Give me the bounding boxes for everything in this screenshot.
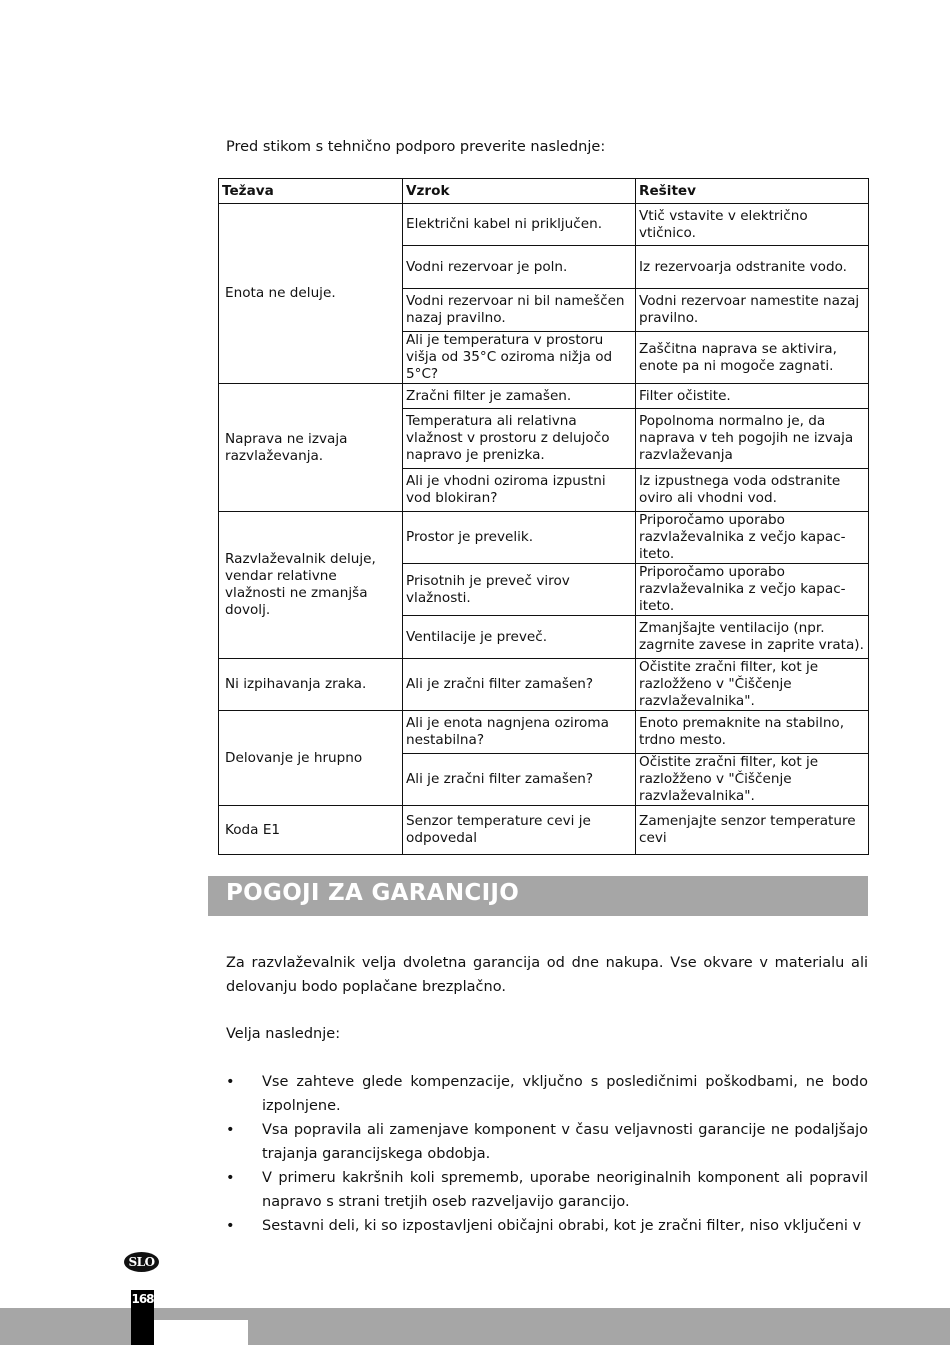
cause-cell: Prisotnih je preveč virov vlažnosti. bbox=[403, 564, 636, 616]
header-solution: Rešitev bbox=[636, 179, 869, 204]
bullet-icon: • bbox=[226, 1218, 235, 1234]
section-title: POGOJI ZA GARANCIJO bbox=[226, 880, 520, 906]
intro-text: Pred stikom s tehnično podporo preverite naslednje: bbox=[226, 139, 606, 155]
problem-cell: Enota ne deluje. bbox=[219, 204, 403, 384]
warranty-section-header bbox=[208, 876, 868, 916]
solution-cell: Zmanjšajte ventilacijo (npr. zagrnite zavese in zaprite vrata). bbox=[636, 616, 869, 659]
table-row bbox=[219, 384, 869, 409]
problem-cell: Ni izpihavanja zraka. bbox=[219, 659, 403, 711]
cause-cell: Vodni rezervoar ni bil nameščen nazaj pravilno. bbox=[403, 289, 636, 332]
list-item bbox=[226, 1118, 868, 1166]
solution-cell: Očistite zračni filter, kot je razložženo v "Čiščenje razvlaževalnika". bbox=[636, 659, 869, 711]
solution-cell: Vtič vstavite v električno vtičnico. bbox=[636, 204, 869, 246]
bullet-icon: • bbox=[226, 1170, 235, 1186]
cause-cell: Ali je enota nagnjena oziroma nestabilna? bbox=[403, 711, 636, 754]
solution-cell: Zaščitna naprava se aktivira, enote pa ni mogoče zagnati. bbox=[636, 332, 869, 384]
solution-cell: Zamenjajte senzor temperature cevi bbox=[636, 806, 869, 855]
table-row bbox=[219, 204, 869, 246]
table-row bbox=[219, 512, 869, 564]
cause-cell: Senzor temperature cevi je odpovedal bbox=[403, 806, 636, 855]
cause-cell: Zračni filter je zamašen. bbox=[403, 384, 636, 409]
table-row bbox=[219, 659, 869, 711]
warranty-bullet-list bbox=[226, 1070, 868, 1238]
language-badge: SLO bbox=[124, 1252, 159, 1272]
list-item-text: Vsa popravila ali zamenjave komponent v času veljavnosti garancije ne podaljšajo trajanja garancijskega obdobja. bbox=[262, 1122, 868, 1162]
list-item bbox=[226, 1070, 868, 1118]
list-item bbox=[226, 1214, 868, 1238]
list-item-text: Vse zahteve glede kompenzacije, vključno s posledičnimi poškodbami, ne bodo izpolnjene. bbox=[262, 1074, 868, 1114]
cause-cell: Ventilacije je preveč. bbox=[403, 616, 636, 659]
header-cause: Vzrok bbox=[403, 179, 636, 204]
footer-strip bbox=[154, 1320, 248, 1345]
table-row bbox=[219, 711, 869, 754]
list-item-text: V primeru kakršnih koli sprememb, uporabe neoriginalnih komponent ali popravil napravo s strani tretjih oseb razveljavijo garancijo. bbox=[262, 1170, 868, 1210]
problem-cell: Koda E1 bbox=[219, 806, 403, 855]
solution-cell: Priporočamo uporabo razvlaževalnika z večjo kapac-iteto. bbox=[636, 564, 869, 616]
cause-cell: Električni kabel ni priključen. bbox=[403, 204, 636, 246]
solution-cell: Popolnoma normalno je, da naprava v teh pogojih ne izvaja razvlaževanja bbox=[636, 409, 869, 469]
solution-cell: Iz izpustnega voda odstranite oviro ali vhodni vod. bbox=[636, 469, 869, 512]
bullet-icon: • bbox=[226, 1122, 235, 1138]
solution-cell: Vodni rezervoar namestite nazaj pravilno. bbox=[636, 289, 869, 332]
cause-cell: Vodni rezervoar je poln. bbox=[403, 246, 636, 289]
header-problem: Težava bbox=[219, 179, 403, 204]
list-item-text: Sestavni deli, ki so izpostavljeni običajni obrabi, kot je zračni filter, niso vključeni v bbox=[262, 1218, 862, 1234]
cause-cell: Prostor je prevelik. bbox=[403, 512, 636, 564]
warranty-lead: Velja naslednje: bbox=[226, 1026, 341, 1042]
solution-cell: Iz rezervoarja odstranite vodo. bbox=[636, 246, 869, 289]
solution-cell: Priporočamo uporabo razvlaževalnika z večjo kapac-iteto. bbox=[636, 512, 869, 564]
solution-cell: Filter očistite. bbox=[636, 384, 869, 409]
cause-cell: Ali je zračni filter zamašen? bbox=[403, 754, 636, 806]
table-header-row bbox=[219, 179, 869, 204]
cause-cell: Temperatura ali relativna vlažnost v prostoru z delujočo napravo je prenizka. bbox=[403, 409, 636, 469]
cause-cell: Ali je vhodni oziroma izpustni vod blokiran? bbox=[403, 469, 636, 512]
problem-cell: Razvlaževalnik deluje, vendar relativne vlažnosti ne zmanjša dovolj. bbox=[219, 512, 403, 659]
cause-cell: Ali je temperatura v prostoru višja od 35°C oziroma nižja od 5°C? bbox=[403, 332, 636, 384]
page-number: 168 bbox=[131, 1292, 154, 1306]
problem-cell: Naprava ne izvaja razvlaževanja. bbox=[219, 384, 403, 512]
solution-cell: Enoto premaknite na stabilno, trdno mesto. bbox=[636, 711, 869, 754]
list-item bbox=[226, 1166, 868, 1214]
cause-cell: Ali je zračni filter zamašen? bbox=[403, 659, 636, 711]
problem-cell: Delovanje je hrupno bbox=[219, 711, 403, 806]
bullet-icon: • bbox=[226, 1074, 235, 1090]
solution-cell: Očistite zračni filter, kot je razložženo v "Čiščenje razvlaževalnika". bbox=[636, 754, 869, 806]
warranty-paragraph: Za razvlaževalnik velja dvoletna garancija od dne nakupa. Vse okvare v materialu ali delovanju bodo poplačane brezplačno. bbox=[226, 955, 868, 995]
table-row bbox=[219, 806, 869, 855]
troubleshooting-table bbox=[218, 178, 869, 855]
